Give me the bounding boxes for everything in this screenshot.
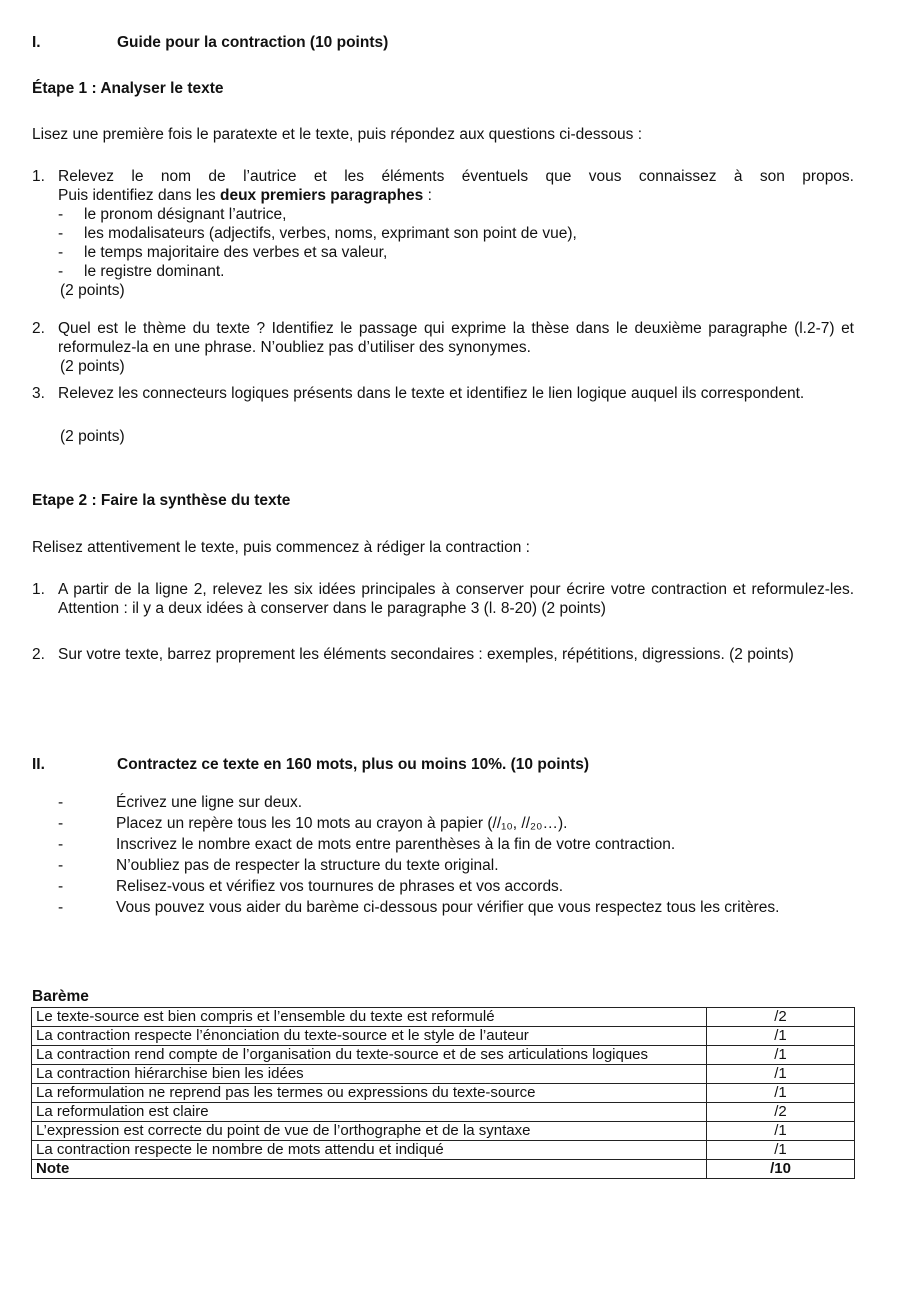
list-item: - le pronom désignant l’autrice,	[58, 206, 287, 223]
list-item: - Écrivez une ligne sur deux.	[58, 794, 303, 811]
section2-bullet-2: Placez un repère tous les 10 mots au crayon à papier (//₁₀, //₂₀…).	[116, 815, 568, 832]
bareme-table	[31, 1007, 855, 1179]
etape2-q2-number: 2.	[32, 646, 45, 663]
table-row	[32, 1008, 855, 1027]
etape1-q3-number: 3.	[32, 385, 45, 402]
bareme-points: /1	[707, 1046, 855, 1065]
etape1-q1-bullet-3: le temps majoritaire des verbes et sa valeur,	[84, 244, 388, 261]
etape1-q1-points: (2 points)	[60, 282, 125, 299]
table-row	[32, 1141, 855, 1160]
section2-bullet-4: N’oubliez pas de respecter la structure du texte original.	[116, 857, 499, 874]
section2-bullet-5: Relisez-vous et vérifiez vos tournures de phrases et vos accords.	[116, 878, 564, 895]
bareme-points: /1	[707, 1084, 855, 1103]
etape2-q1-text: A partir de la ligne 2, relevez les six idées principales à conserver pour écrire votre contraction et reformulez-les. Attention : il y a deux idées à conserver dans le paragraphe 3 (l. 8-20) (2 points)	[58, 581, 854, 617]
bareme-points: /2	[707, 1103, 855, 1122]
bareme-table-body	[32, 1008, 855, 1179]
list-item: - Relisez-vous et vérifiez vos tournures de phrases et vos accords.	[58, 878, 564, 895]
bareme-title: Barème	[32, 988, 89, 1005]
section1-number: I.	[32, 34, 41, 51]
bareme-total-label: Note	[32, 1160, 707, 1179]
table-row	[32, 1065, 855, 1084]
bareme-total-points: /10	[707, 1160, 855, 1179]
etape1-q2-text: Quel est le thème du texte ? Identifiez le passage qui exprime la thèse dans le deuxième paragraphe (l.2-7) et reformulez-la en une phrase. N’oubliez pas d’utiliser des synonymes.	[58, 320, 854, 356]
etape1-title: Étape 1 : Analyser le texte	[32, 80, 224, 97]
bareme-criterion: La reformulation est claire	[32, 1103, 707, 1122]
list-item: - le temps majoritaire des verbes et sa valeur,	[58, 244, 388, 261]
table-row	[32, 1027, 855, 1046]
bareme-criterion: L’expression est correcte du point de vue de l’orthographe et de la syntaxe	[32, 1122, 707, 1141]
bareme-points: /1	[707, 1065, 855, 1084]
bareme-criterion: La reformulation ne reprend pas les termes ou expressions du texte-source	[32, 1084, 707, 1103]
section2-number: II.	[32, 756, 45, 773]
bareme-points: /1	[707, 1122, 855, 1141]
bareme-criterion: La contraction respecte l’énonciation du texte-source et le style de l’auteur	[32, 1027, 707, 1046]
etape1-q2-points: (2 points)	[60, 358, 125, 375]
list-item: - Vous pouvez vous aider du barème ci-dessous pour vérifier que vous respectez tous les critères.	[58, 898, 858, 940]
list-item: - Inscrivez le nombre exact de mots entre parenthèses à la fin de votre contraction.	[58, 836, 676, 853]
section1-title: Guide pour la contraction (10 points)	[117, 34, 389, 51]
etape1-q3-points: (2 points)	[60, 428, 125, 445]
etape1-q1-bullet-1: le pronom désignant l’autrice,	[84, 206, 287, 223]
bareme-criterion: La contraction rend compte de l’organisation du texte-source et de ses articulations logiques	[32, 1046, 707, 1065]
bareme-criterion: La contraction hiérarchise bien les idées	[32, 1065, 707, 1084]
etape1-q1-line2-pre: Puis identifiez dans les	[58, 187, 220, 204]
etape1-q1-line1: Relevez le nom de l’autrice et les éléments éventuels que vous connaissez à son propos.	[58, 168, 854, 185]
list-item: - le registre dominant.	[58, 263, 225, 280]
bareme-points: /1	[707, 1027, 855, 1046]
table-row	[32, 1103, 855, 1122]
bareme-criterion: La contraction respecte le nombre de mots attendu et indiqué	[32, 1141, 707, 1160]
etape1-q1-bullet-2: les modalisateurs (adjectifs, verbes, noms, exprimant son point de vue),	[84, 225, 577, 242]
etape1-q3-text: Relevez les connecteurs logiques présents dans le texte et identifiez le lien logique auquel ils correspondent.	[58, 385, 805, 402]
etape1-q1-block	[58, 167, 854, 300]
etape1-q2-number: 2.	[32, 320, 45, 337]
etape1-q1-number: 1.	[32, 168, 45, 185]
bareme-points: /2	[707, 1008, 855, 1027]
list-item: - N’oubliez pas de respecter la structure du texte original.	[58, 857, 499, 874]
etape2-title: Etape 2 : Faire la synthèse du texte	[32, 492, 291, 509]
etape1-q1-bullet-4: le registre dominant.	[84, 263, 225, 280]
section2-bullet-3: Inscrivez le nombre exact de mots entre parenthèses à la fin de votre contraction.	[116, 836, 676, 853]
table-total-row	[32, 1160, 855, 1179]
table-row	[32, 1046, 855, 1065]
etape1-q1-line2	[58, 186, 854, 205]
etape1-q1-line2-post: :	[423, 187, 432, 204]
etape1-q1-line2-bold: deux premiers paragraphes	[219, 187, 424, 204]
section2-bullet-1: Écrivez une ligne sur deux.	[116, 794, 303, 811]
bareme-points: /1	[707, 1141, 855, 1160]
section2-title: Contractez ce texte en 160 mots, plus ou moins 10%. (10 points)	[117, 756, 590, 773]
etape2-q1-number: 1.	[32, 581, 45, 598]
list-item: - Placez un repère tous les 10 mots au crayon à papier (//₁₀, //₂₀…).	[58, 815, 568, 832]
etape1-intro: Lisez une première fois le paratexte et le texte, puis répondez aux questions ci-dessous :	[32, 126, 643, 143]
bareme-criterion: Le texte-source est bien compris et l’ensemble du texte est reformulé	[32, 1008, 707, 1027]
section2-bullet-6: Vous pouvez vous aider du barème ci-dessous pour vérifier que vous respectez tous les critères.	[116, 899, 780, 916]
section2-instructions	[58, 793, 858, 940]
table-row	[32, 1122, 855, 1141]
etape2-intro: Relisez attentivement le texte, puis commencez à rédiger la contraction :	[32, 539, 530, 556]
table-row	[32, 1084, 855, 1103]
list-item: - les modalisateurs (adjectifs, verbes, noms, exprimant son point de vue),	[58, 225, 577, 242]
etape2-q2-text: Sur votre texte, barrez proprement les éléments secondaires : exemples, répétitions, digressions. (2 points)	[58, 646, 794, 663]
